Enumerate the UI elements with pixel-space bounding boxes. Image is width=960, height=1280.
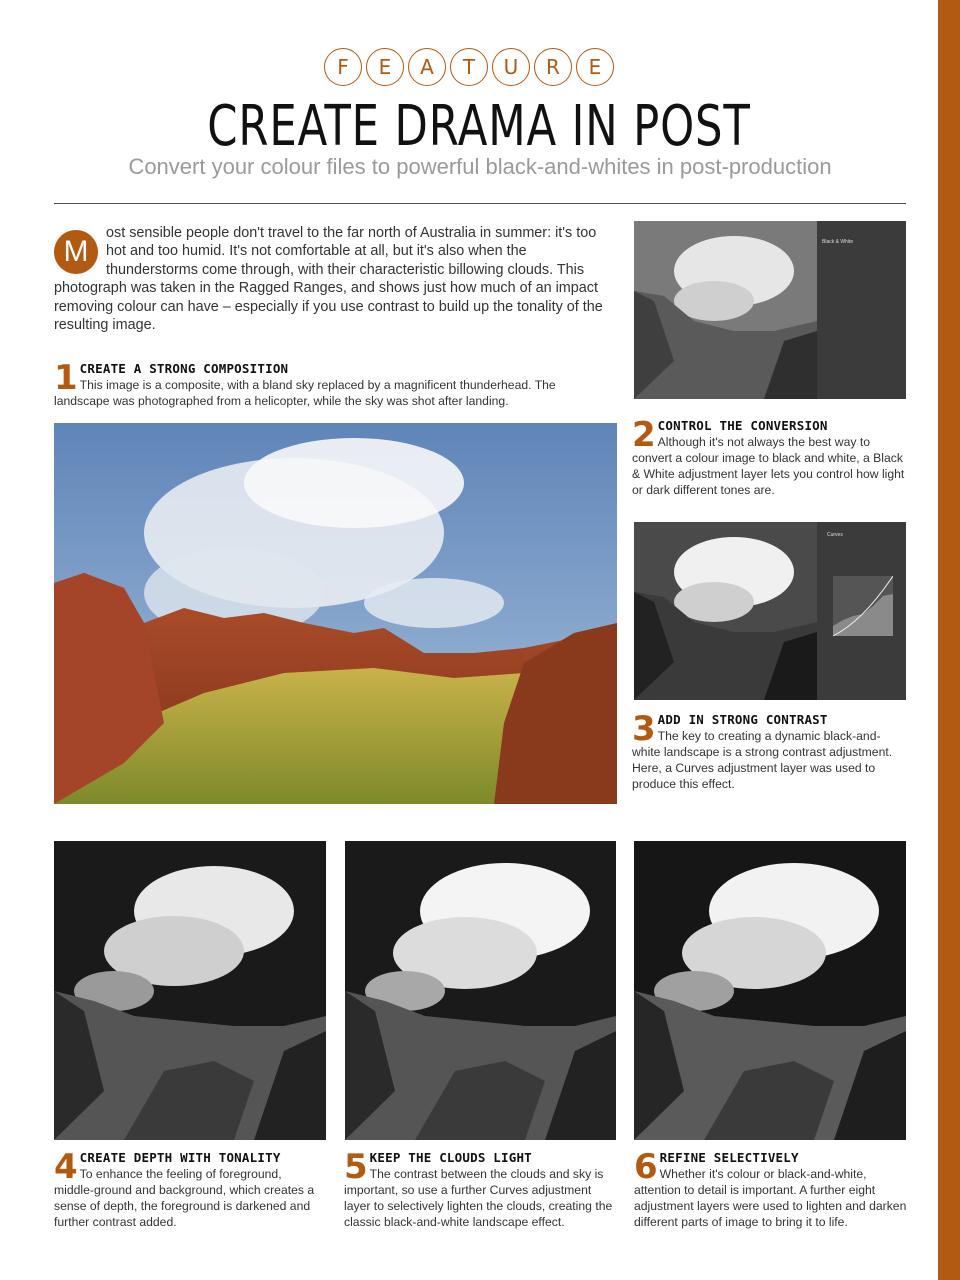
curves-panel-screenshot (634, 522, 906, 700)
feature-kicker (0, 48, 938, 86)
step-text: Although it's not always the best way to convert a colour image to black and white, a Black & White adjustment layer lets you control how light or dark different tones are. (632, 435, 905, 497)
intro-paragraph (54, 224, 614, 334)
step-1 (54, 358, 594, 409)
panel-title: Black & White (822, 239, 854, 245)
step-2 (632, 415, 906, 498)
divider (54, 203, 906, 204)
panel-title: Curves (827, 532, 843, 538)
page-title: CREATE DRAMA IN POST (207, 94, 751, 159)
step-5 (344, 1147, 616, 1230)
step-number: 4 (54, 1147, 78, 1187)
step-number: 2 (632, 415, 656, 455)
drop-cap: M (54, 230, 98, 274)
page-subtitle: Convert your colour files to powerful black-and-whites in post-production (128, 154, 832, 179)
accent-side-bar (938, 0, 960, 1280)
black-white-panel-screenshot (634, 221, 906, 399)
kicker-letter: U (492, 48, 530, 86)
step-6 (634, 1147, 908, 1230)
step-heading: ADD IN STRONG CONTRAST (657, 712, 828, 727)
step-4 (54, 1147, 324, 1230)
kicker-letter: F (324, 48, 362, 86)
properties-panel (817, 522, 906, 700)
step-number: 6 (634, 1147, 658, 1187)
kicker-letter: R (534, 48, 572, 86)
kicker-letter: E (366, 48, 404, 86)
step-heading: CONTROL THE CONVERSION (657, 418, 828, 433)
step-heading: CREATE A STRONG COMPOSITION (79, 361, 289, 376)
kicker-letter: A (408, 48, 446, 86)
bw-photo-6 (634, 841, 906, 1140)
bw-photo-5 (345, 841, 616, 1140)
step-text: This image is a composite, with a bland sky replaced by a magnificent thunderhead. The landscape was photographed from a helicopter, while the sky was shot after landing. (54, 378, 556, 408)
step-3 (632, 709, 906, 792)
step-text: To enhance the feeling of foreground, middle-ground and background, which creates a sense of depth, the foreground is darkened and further contrast added. (54, 1167, 315, 1229)
step-text: The contrast between the clouds and sky is important, so use a further Curves adjustment layer to selectively lighten the clouds, creating the classic black-and-white landscape effect. (344, 1167, 613, 1229)
step-text: Whether it's colour or black-and-white, attention to detail is important. A further eight adjustment layers were used to lighten and darken different parts of image to bring it to life. (634, 1167, 907, 1229)
main-colour-photo (54, 423, 617, 804)
step-heading: KEEP THE CLOUDS LIGHT (369, 1150, 532, 1165)
kicker-letter: T (450, 48, 488, 86)
step-number: 3 (632, 709, 656, 749)
bw-photo-4 (54, 841, 326, 1140)
intro-text: ost sensible people don't travel to the far north of Australia in summer: it's too hot and too humid. It's not comfortable at all, but it's also when the thunderstorms come through, with their characteristic billowing clouds. This photograph was taken in the Ragged Ranges, and shows just how much of an impact removing colour can have – especially if you use contrast to build up the tonality of the resulting image. (54, 225, 603, 334)
properties-panel (817, 221, 906, 399)
step-heading: REFINE SELECTIVELY (659, 1150, 799, 1165)
step-number: 1 (54, 358, 78, 398)
step-heading: CREATE DEPTH WITH TONALITY (79, 1150, 281, 1165)
kicker-letter: E (576, 48, 614, 86)
step-text: The key to creating a dynamic black-and-white landscape is a strong contrast adjustment. Here, a Curves adjustment layer was used to produce this effect. (632, 729, 893, 791)
step-number: 5 (344, 1147, 368, 1187)
